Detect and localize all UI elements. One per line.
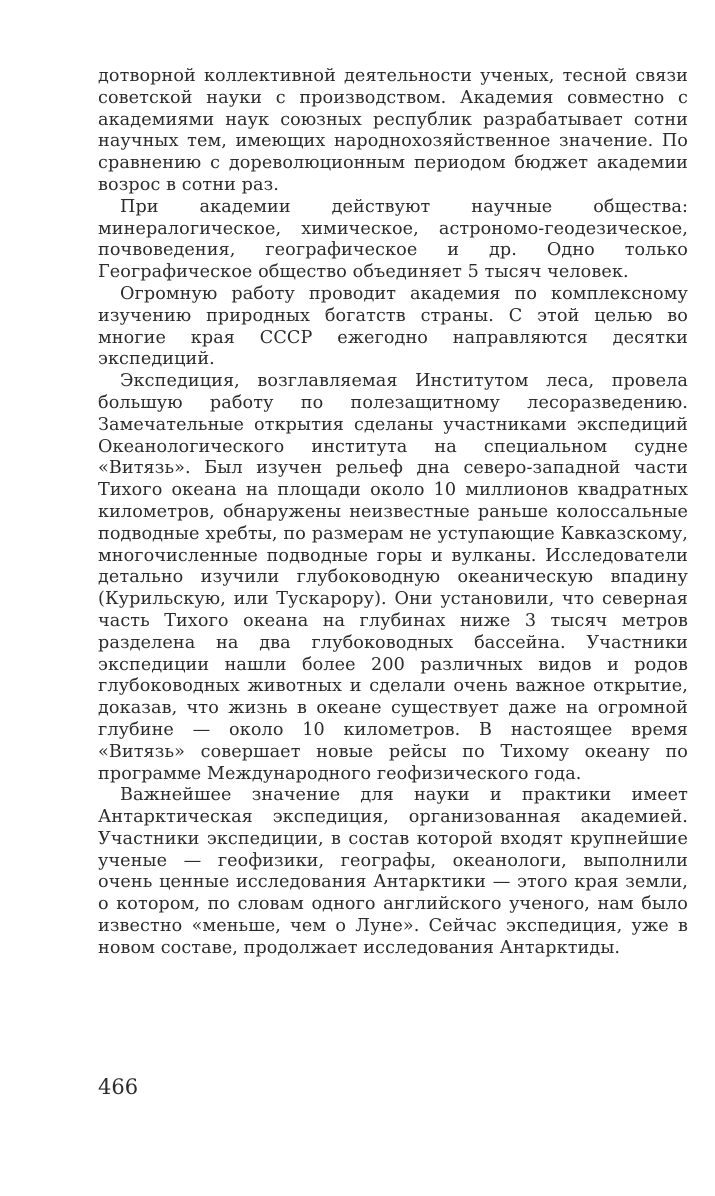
page-text [98, 66, 688, 960]
paragraph-5: Важнейшее значение для науки и практики имеет Антарктическая экспедиция, организованная академией. Участники экспедиции, в состав которой входят крупнейшие ученые — геофизики, географы, океанологи, выполнили очень ценные исследования Антарктики — этого края земли, о котором, по словам одного английского ученого, нам было известно «меньше, чем о Луне». Сейчас экспедиция, уже в новом составе, продолжает исследования Антарктиды. [98, 785, 688, 958]
paragraph-3: Огромную работу проводит академия по комплексному изучению природных богатств страны. С этой целью во многие края СССР ежегодно направляются десятки экспедиций. [98, 283, 688, 370]
paragraph-2: При академии действуют научные общества: минералогическое, химическое, астрономо-геодезическое, почвоведения, географическое и др. Одно только Географическое общество объединяет 5 тысяч человек. [98, 196, 688, 283]
page-number: 466 [98, 1075, 139, 1099]
paragraph-1: дотворной коллективной деятельности ученых, тесной связи советской науки с производством. Академия совместно с академиями наук союзных республик разрабатывает сотни научных тем, имеющих народнохозяйственное значение. По сравнению с дореволюционным периодом бюджет академии возрос в сотни раз. [98, 66, 688, 195]
paragraph-4: Экспедиция, возглавляемая Институтом леса, провела большую работу по полезащитному лесоразведению. Замечательные открытия сделаны участниками экспедиций Океанологического института на специальном судне «Витязь». Был изучен рельеф дна северо-западной части Тихого океана на площади около 10 миллионов квадратных километров, обнаружены неизвестные раньше колоссальные подводные хребты, по размерам не уступающие Кавказскому, многочисленные подводные горы и вулканы. Исследователи детально изучили глубоководную океаническую впадину (Курильскую, или Тускарору). Они установили, что северная часть Тихого океана на глубинах ниже 3 тысяч метров разделена на два глубоководных бассейна. Участники экспедиции нашли более 200 различных видов и родов глубоководных животных и сделали очень важное открытие, доказав, что жизнь в океане существует даже на огромной глубине — около 10 километров. В настоящее время «Витязь» совершает новые рейсы по Тихому океану по программе Международного геофизического года. [98, 371, 688, 784]
